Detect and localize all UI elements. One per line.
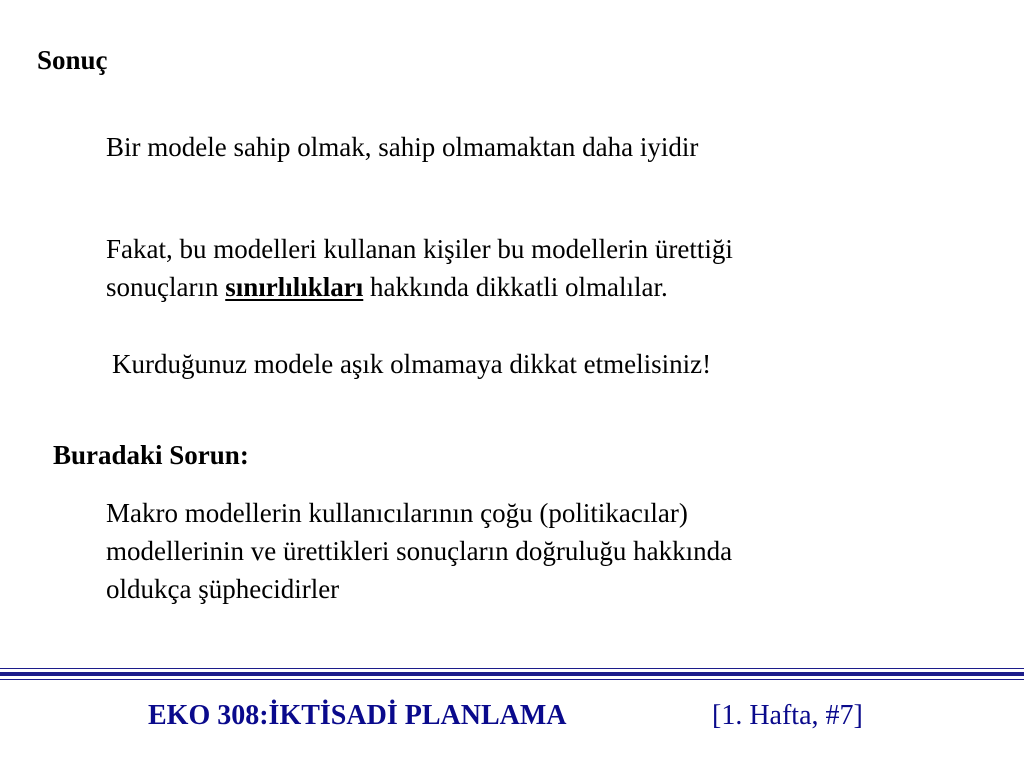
point-limitations <box>106 230 733 306</box>
limitations-emphasis: sınırlılıkları <box>225 272 364 302</box>
point-model-better-text: Bir modele sahip olmak, sahip olmamaktan daha iyidir <box>106 132 699 162</box>
point-skepticism-line-3: oldukça şüphecidirler <box>106 574 340 604</box>
point-limitations-line-2 <box>106 268 733 306</box>
footer-course-title: EKO 308:İKTİSADİ PLANLAMA <box>148 700 567 731</box>
point-limitations-suffix: hakkında dikkatli olmalılar. <box>363 272 668 302</box>
point-limitations-line-1: Fakat, bu modelleri kullanan kişiler bu modellerin ürettiği <box>106 234 733 264</box>
footer-rule-middle <box>0 672 1024 676</box>
point-limitations-prefix: sonuçların <box>106 272 226 302</box>
footer-page-reference: [1. Hafta, #7] <box>712 700 863 731</box>
point-model-better <box>106 128 698 166</box>
point-warning <box>112 345 711 383</box>
point-skepticism-line-1: Makro modellerin kullanıcılarının çoğu (politikacılar) <box>106 498 688 528</box>
problem-subheading: Buradaki Sorun: <box>53 440 249 470</box>
footer-rule-top <box>0 668 1024 669</box>
footer-rule-bottom <box>0 679 1024 680</box>
point-warning-text: Kurduğunuz modele aşık olmamaya dikkat etmelisiniz! <box>112 349 712 379</box>
point-skepticism-line-2: modellerinin ve ürettikleri sonuçların doğruluğu hakkında <box>106 536 733 566</box>
point-skepticism <box>106 494 732 608</box>
slide-heading: Sonuç <box>37 45 108 75</box>
